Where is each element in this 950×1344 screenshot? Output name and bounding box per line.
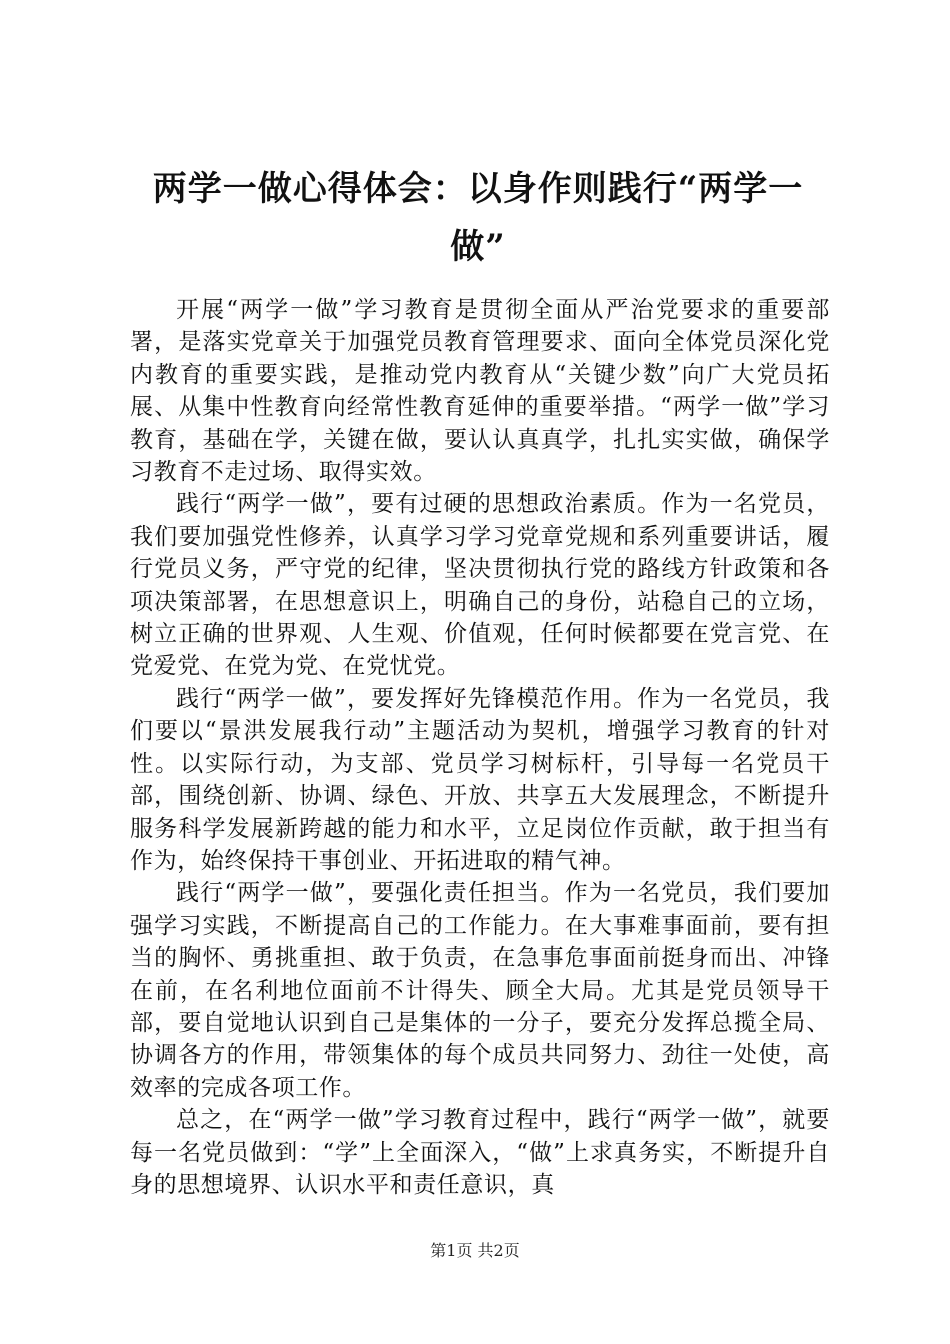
document-body [130, 294, 830, 1198]
paragraph-3: 践行“两学一做”，要发挥好先锋模范作用。作为一名党员，我们要以“景洪发展我行动”主题活动为契机，增强学习教育的针对性。以实际行动，为支部、党员学习树标杆，引导每一名党员干部，围绕创新、协调、绿色、开放、共享五大发展理念，不断提升服务科学发展新跨越的能力和水平，立足岗位作贡献，敢于担当有作为，始终保持干事创业、开拓进取的精气神。 [130, 685, 830, 874]
paragraph-1: 开展“两学一做”学习教育是贯彻全面从严治党要求的重要部署，是落实党章关于加强党员教育管理要求、面向全体党员深化党内教育的重要实践，是推动党内教育从“关键少数”向广大党员拓展、从集中性教育向经常性教育延伸的重要举措。“两学一做”学习教育，基础在学，关键在做，要认认真真学，扎扎实实做，确保学习教育不走过场、取得实效。 [130, 297, 830, 486]
paragraph-5: 总之，在“两学一做”学习教育过程中，践行“两学一做”，就要每一名党员做到：“学”上全面深入，“做”上求真务实，不断提升自身的思想境界、认识水平和责任意识，真 [130, 1107, 830, 1198]
page-number-footer: 第1页 共2页 [430, 1241, 520, 1260]
document-title: 两学一做心得体会：以身作则践行“两学一做” [152, 169, 804, 267]
paragraph-4: 践行“两学一做”，要强化责任担当。作为一名党员，我们要加强学习实践，不断提高自己的工作能力。在大事难事面前，要有担当的胸怀、勇挑重担、敢于负责，在急事危事面前挺身而出、冲锋在前，在名利地位面前不计得失、顾全大局。尤其是党员领导干部，要自觉地认识到自己是集体的一分子，要充分发挥总揽全局、协调各方的作用，带领集体的每个成员共同努力、劲往一处使，高效率的完成各项工作。 [130, 880, 830, 1101]
paragraph-2: 践行“两学一做”，要有过硬的思想政治素质。作为一名党员，我们要加强党性修养，认真学习学习党章党规和系列重要讲话，履行党员义务，严守党的纪律，坚决贯彻执行党的路线方针政策和各项决策部署，在思想意识上，明确自己的身份，站稳自己的立场，树立正确的世界观、人生观、价值观，任何时候都要在党言党、在党爱党、在党为党、在党忧党。 [130, 491, 830, 680]
